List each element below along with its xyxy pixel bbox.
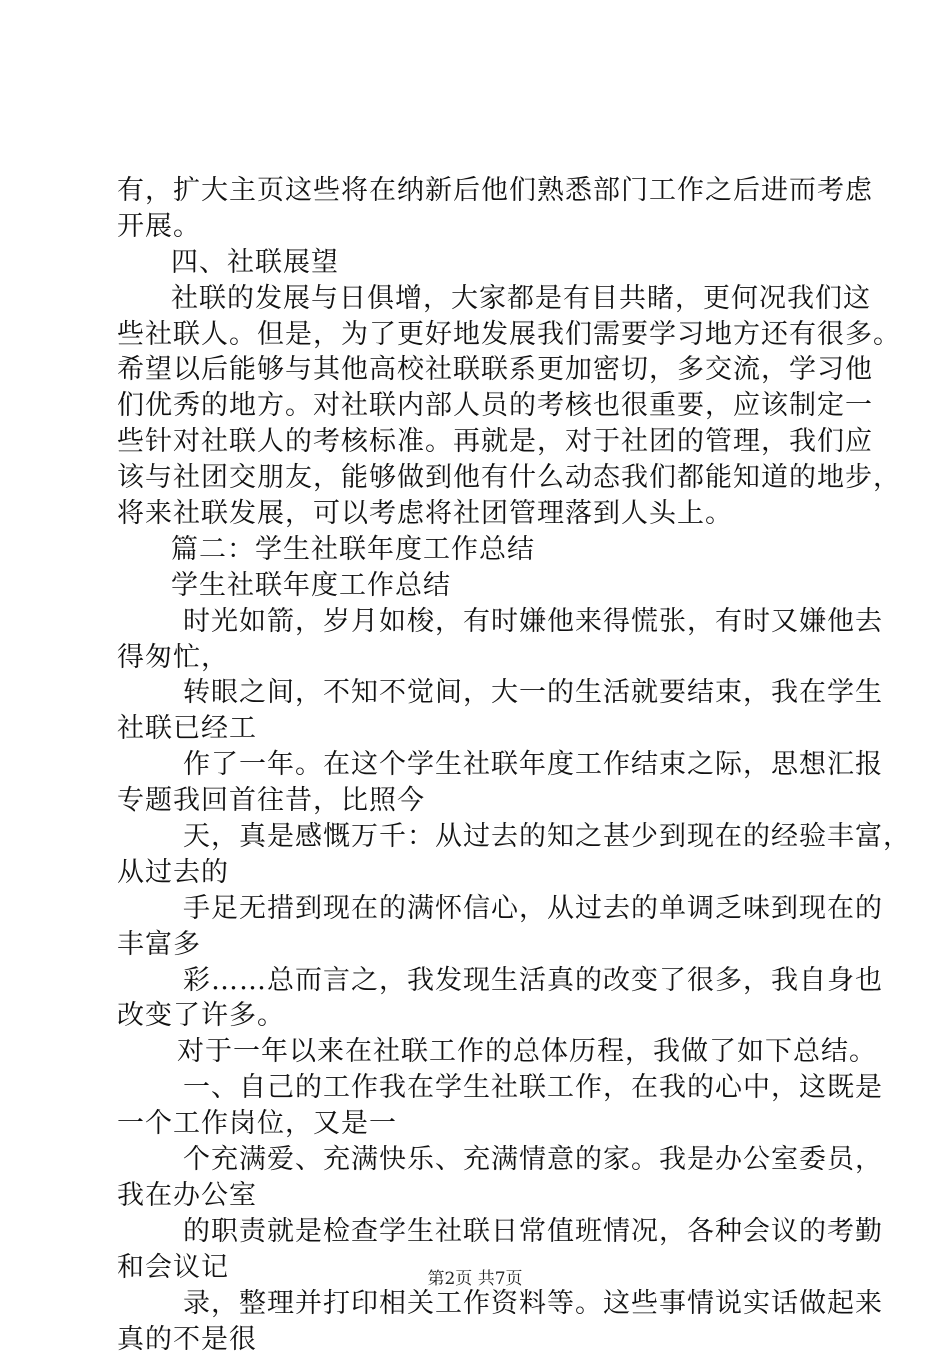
text-line: 希望以后能够与其他高校社联联系更加密切，多交流，学习他 bbox=[117, 352, 833, 388]
text-line: 和会议记 bbox=[117, 1250, 833, 1286]
text-line: 开展。 bbox=[117, 209, 833, 245]
text-line: 些社联人。但是，为了更好地发展我们需要学习地方还有很多。 bbox=[117, 317, 833, 353]
text-line: 一个工作岗位，又是一 bbox=[117, 1106, 833, 1142]
text-line: 转眼之间，不知不觉间，大一的生活就要结束，我在学生 bbox=[117, 675, 833, 711]
text-line: 彩……总而言之，我发现生活真的改变了很多，我自身也 bbox=[117, 963, 833, 999]
section-heading: 四、社联展望 bbox=[117, 245, 833, 281]
text-line: 我在办公室 bbox=[117, 1178, 833, 1214]
text-line: 的职责就是检查学生社联日常值班情况，各种会议的考勤 bbox=[117, 1214, 833, 1250]
text-line: 们优秀的地方。对社联内部人员的考核也很重要，应该制定一 bbox=[117, 388, 833, 424]
text-line: 丰富多 bbox=[117, 927, 833, 963]
text-line: 对于一年以来在社联工作的总体历程，我做了如下总结。 bbox=[117, 1034, 833, 1070]
text-line: 社联已经工 bbox=[117, 711, 833, 747]
text-line: 从过去的 bbox=[117, 855, 833, 891]
text-line: 真的不是很 bbox=[117, 1322, 833, 1357]
text-line: 时光如箭，岁月如梭，有时嫌他来得慌张，有时又嫌他去 bbox=[117, 604, 833, 640]
text-line: 天，真是感慨万千：从过去的知之甚少到现在的经验丰富， bbox=[117, 819, 833, 855]
text-line: 些针对社联人的考核标准。再就是，对于社团的管理，我们应 bbox=[117, 424, 833, 460]
chapter-heading: 篇二：学生社联年度工作总结 bbox=[117, 532, 833, 568]
text-line: 将来社联发展，可以考虑将社团管理落到人头上。 bbox=[117, 496, 833, 532]
text-line: 手足无措到现在的满怀信心，从过去的单调乏味到现在的 bbox=[117, 891, 833, 927]
text-line: 一、自己的工作我在学生社联工作，在我的心中，这既是 bbox=[117, 1070, 833, 1106]
text-line: 社联的发展与日俱增，大家都是有目共睹，更何况我们这 bbox=[117, 281, 833, 317]
text-line: 改变了许多。 bbox=[117, 998, 833, 1034]
article-title: 学生社联年度工作总结 bbox=[117, 568, 833, 604]
body-text bbox=[117, 173, 833, 1357]
text-line: 该与社团交朋友，能够做到他有什么动态我们都能知道的地步， bbox=[117, 460, 833, 496]
text-line: 作了一年。在这个学生社联年度工作结束之际，思想汇报 bbox=[117, 747, 833, 783]
text-line: 专题我回首往昔，比照今 bbox=[117, 783, 833, 819]
page-number: 第2页 共7页 bbox=[0, 1264, 950, 1289]
text-line: 个充满爱、充满快乐、充满情意的家。我是办公室委员， bbox=[117, 1142, 833, 1178]
text-line: 有，扩大主页这些将在纳新后他们熟悉部门工作之后进而考虑 bbox=[117, 173, 833, 209]
text-line: 录，整理并打印相关工作资料等。这些事情说实话做起来 bbox=[117, 1286, 833, 1322]
text-line: 得匆忙， bbox=[117, 640, 833, 676]
